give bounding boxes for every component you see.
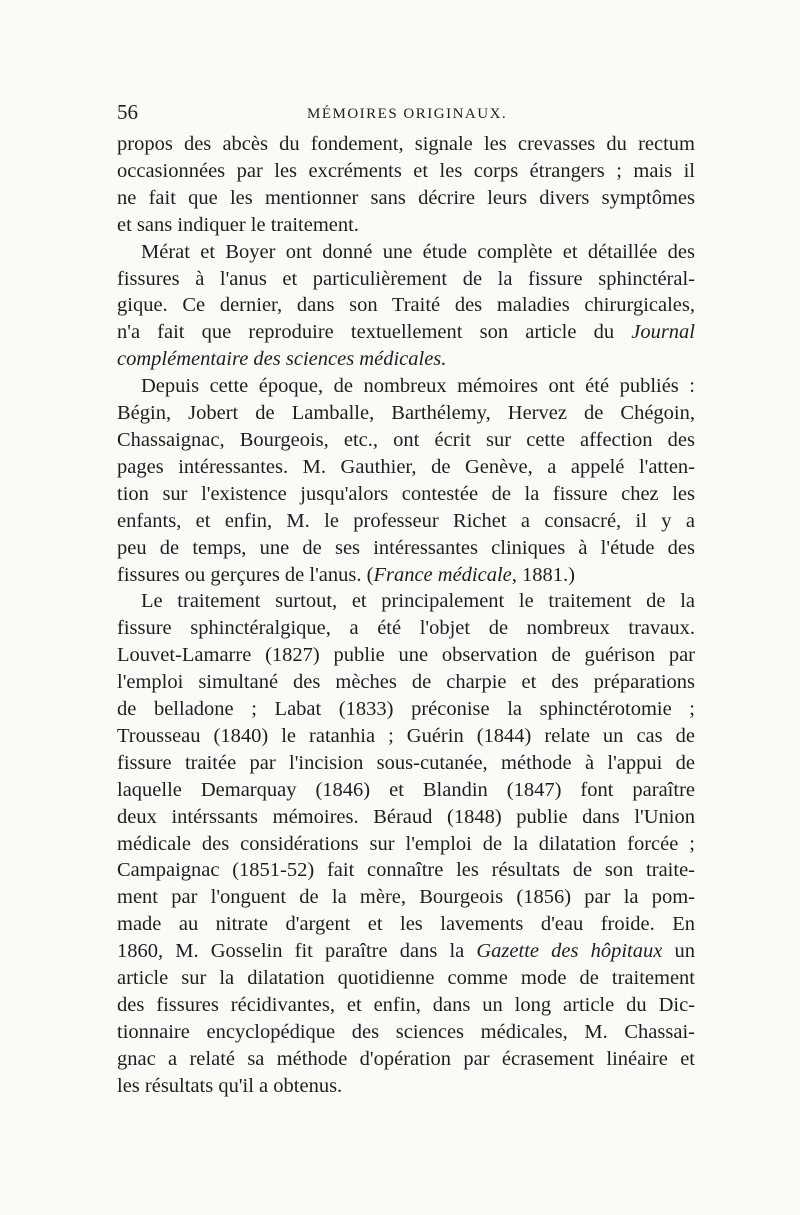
text-line: fissures à l'anus et particulièrement de la fissure sphinctéral- xyxy=(117,267,695,290)
text-line: et sans indiquer le traitement. xyxy=(117,213,359,236)
body-text xyxy=(117,131,695,1100)
paragraph-start-line: Le traitement surtout, et principalement le traitement de la xyxy=(141,590,695,613)
text-line: tionnaire encyclopédique des sciences médicales, M. Chassai- xyxy=(117,1020,695,1043)
journal-title: Journal xyxy=(631,321,695,344)
page-header xyxy=(117,98,695,128)
text-line: médicale des considérations sur l'emploi de la dilatation forcée ; xyxy=(117,832,695,855)
text-line: pages intéressantes. M. Gauthier, de Genève, a appelé l'atten- xyxy=(117,455,695,478)
text-line: peu de temps, une de ses intéressantes cliniques à l'étude des xyxy=(117,536,695,559)
text-run: 1860, M. Gosselin fit paraître dans la xyxy=(117,940,477,963)
text-line: fissure sphinctéralgique, a été l'objet de nombreux travaux. xyxy=(117,617,695,640)
text-line: de belladone ; Labat (1833) préconise la sphinctérotomie ; xyxy=(117,698,695,721)
text-line: Campaignac (1851-52) fait connaître les résultats de son traite- xyxy=(117,859,695,882)
text-line: propos des abcès du fondement, signale les crevasses du rectum xyxy=(117,133,695,155)
text-line: ment par l'onguent de la mère, Bourgeois (1856) par la pom- xyxy=(117,886,695,909)
text-line: ne fait que les mentionner sans décrire leurs divers symptômes xyxy=(117,186,695,209)
text-line: deux intérssants mémoires. Béraud (1848) publie dans l'Union xyxy=(117,805,695,828)
text-line: Trousseau (1840) le ratanhia ; Guérin (1844) relate un cas de xyxy=(117,724,695,747)
text-line: gnac a relaté sa méthode d'opération par écrasement linéaire et xyxy=(117,1047,695,1070)
text-line: des fissures récidivantes, et enfin, dans un long article du Dic- xyxy=(117,994,695,1016)
text-line: fissure traitée par l'incision sous-cutanée, méthode à l'appui de xyxy=(117,751,695,774)
text-line: occasionnées par les excréments et les corps étrangers ; mais il xyxy=(117,159,695,182)
paragraph-start-line: Depuis cette époque, de nombreux mémoires ont été publiés : xyxy=(141,375,695,398)
text-run: fissures ou gerçures de l'anus. ( xyxy=(117,563,374,586)
text-line: Chassaignac, Bourgeois, etc., ont écrit sur cette affection des xyxy=(117,428,695,451)
journal-title: Gazette des hôpitaux xyxy=(476,940,663,963)
page-number: 56 xyxy=(117,100,138,124)
paragraph-start-line: Mérat et Boyer ont donné une étude complète et détaillée des xyxy=(141,240,695,263)
text-line: made au nitrate d'argent et les lavements d'eau froide. En xyxy=(117,913,695,936)
text-line: l'emploi simultané des mèches de charpie et des préparations xyxy=(117,671,695,694)
text-line: tion sur l'existence jusqu'alors contestée de la fissure chez les xyxy=(117,482,695,505)
text-line: gique. Ce dernier, dans son Traité des maladies chirurgicales, xyxy=(117,294,695,317)
text-line xyxy=(117,346,695,373)
text-run: 1881.) xyxy=(516,563,575,586)
journal-title: complémentaire des sciences médicales. xyxy=(117,348,447,371)
text-line: article sur la dilatation quotidienne comme mode de traitement xyxy=(117,967,695,990)
text-run: un xyxy=(662,940,695,963)
text-line xyxy=(117,938,695,965)
text-line: enfants, et enfin, M. le professeur Richet a consacré, il y a xyxy=(117,509,695,532)
text-line: Bégin, Jobert de Lamballe, Barthélemy, Hervez de Chégoin, xyxy=(117,402,695,425)
running-title: MÉMOIRES ORIGINAUX. xyxy=(307,106,508,122)
text-line xyxy=(117,562,695,589)
text-line: les résultats qu'il a obtenus. xyxy=(117,1074,343,1097)
text-line xyxy=(117,319,695,346)
text-line: laquelle Demarquay (1846) et Blandin (1847) font paraître xyxy=(117,778,695,801)
journal-title: France médicale, xyxy=(373,563,517,586)
text-run: n'a fait que reproduire textuellement son article du xyxy=(117,321,632,344)
text-line: Louvet-Lamarre (1827) publie une observation de guérison par xyxy=(117,644,695,667)
